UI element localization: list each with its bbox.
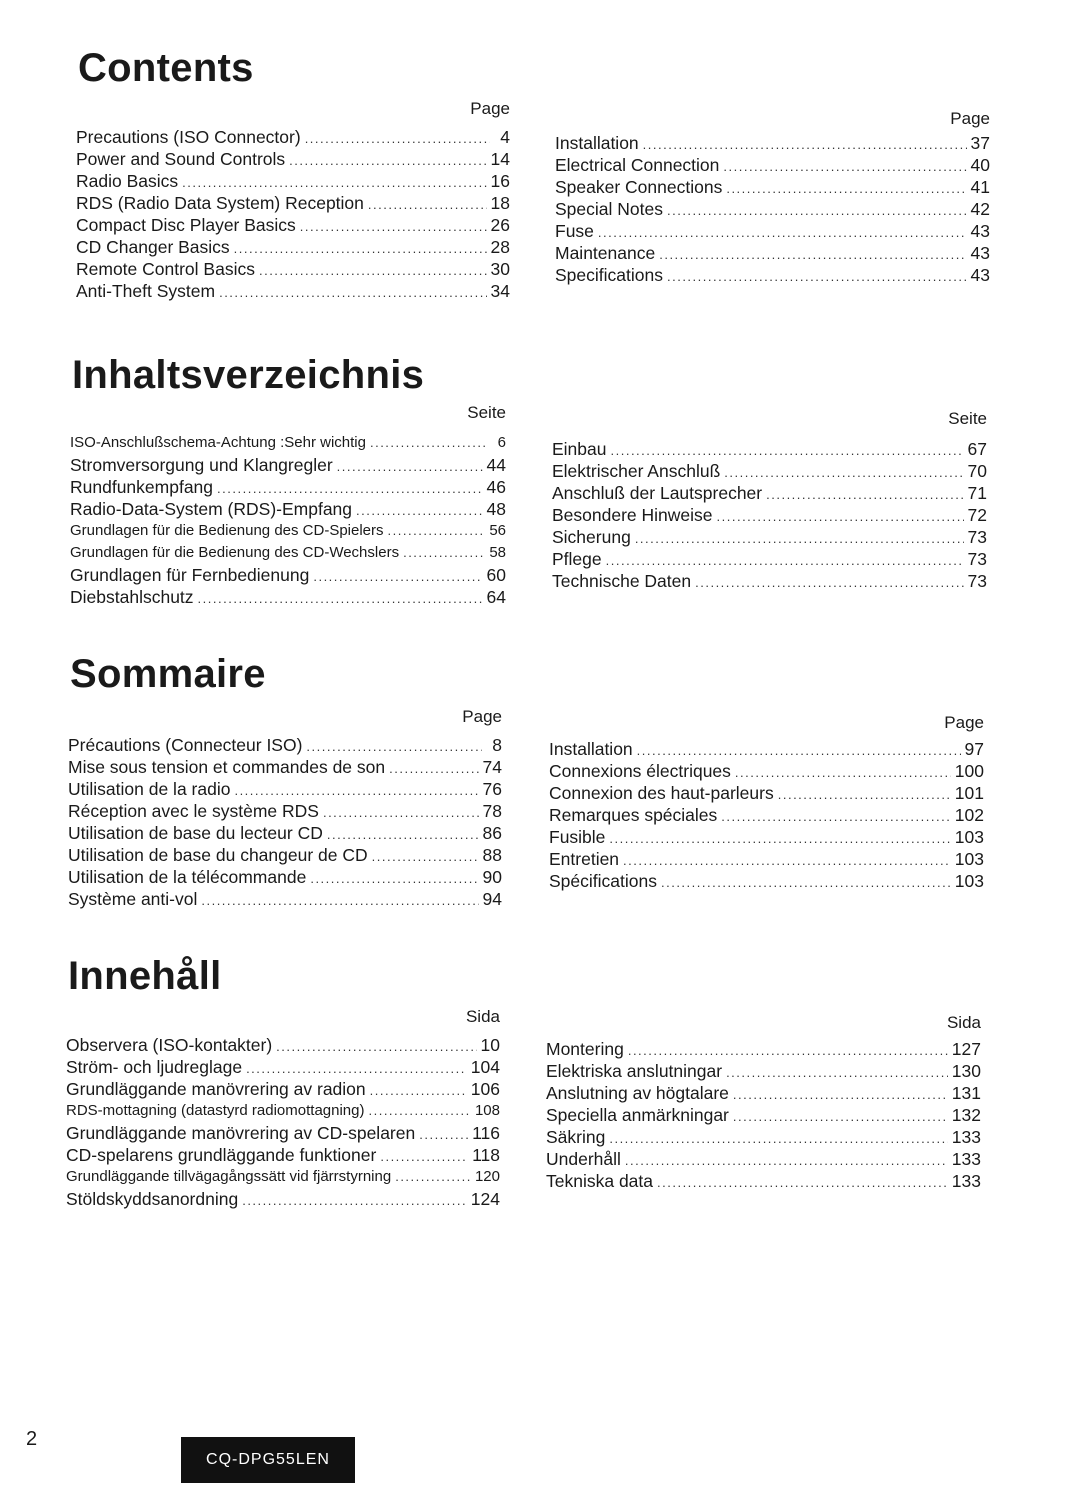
- dot-leader: [721, 806, 951, 828]
- dot-leader: [733, 1106, 948, 1128]
- dot-leader: [259, 260, 487, 282]
- toc-entry-title: Montering: [546, 1039, 624, 1059]
- toc-entry-title: Anschluß der Lautsprecher: [552, 483, 763, 503]
- toc-entry-title: Spécifications: [549, 871, 657, 891]
- toc-entry[interactable]: [552, 570, 987, 592]
- toc-entry[interactable]: [552, 460, 987, 482]
- toc-entry-page: 132: [951, 1105, 981, 1125]
- dot-leader: [305, 128, 490, 150]
- toc-entry-title: Maintenance: [555, 243, 656, 263]
- toc-entry[interactable]: [549, 804, 984, 826]
- dot-leader: [368, 194, 487, 216]
- toc-entry-title: Grundlagen für Fernbedienung: [70, 565, 310, 585]
- toc-entry-page: 103: [954, 871, 984, 891]
- toc-list: [546, 1038, 981, 1192]
- dot-leader: [370, 1080, 467, 1102]
- page-column-header: Sida: [946, 1013, 981, 1032]
- toc-entry-page: 73: [967, 549, 987, 569]
- dot-leader: [234, 238, 487, 260]
- toc-entry-page: 43: [970, 221, 990, 241]
- toc-entry[interactable]: [70, 520, 506, 542]
- toc-entry[interactable]: [555, 154, 990, 176]
- toc-column-left: [68, 708, 502, 918]
- dot-leader: [623, 850, 951, 872]
- toc-entry[interactable]: [68, 822, 502, 844]
- toc-entry-title: RDS-mottagning (datastyrd radiomottagning): [66, 1102, 365, 1119]
- toc-entry[interactable]: [66, 1144, 500, 1166]
- toc-list: [66, 1034, 500, 1210]
- dot-leader: [300, 216, 487, 238]
- toc-entry[interactable]: [70, 542, 506, 564]
- toc-entry[interactable]: [66, 1188, 500, 1210]
- toc-entry[interactable]: [549, 870, 984, 892]
- toc-entry-title: Precautions (ISO Connector): [76, 127, 301, 147]
- dot-leader: [323, 802, 479, 824]
- toc-entry[interactable]: [66, 1034, 500, 1056]
- toc-entry-title: Utilisation de la télécommande: [68, 867, 307, 887]
- dot-leader: [657, 1172, 948, 1194]
- dot-leader: [276, 1036, 476, 1058]
- dot-leader: [735, 762, 951, 784]
- dot-leader: [726, 178, 966, 200]
- page-column-header: Page: [462, 707, 502, 726]
- dot-leader: [395, 1166, 471, 1188]
- toc-entry-page: 104: [470, 1057, 500, 1077]
- toc-entry-page: 86: [482, 823, 502, 843]
- toc-entry-title: Radio-Data-System (RDS)-Empfang: [70, 499, 353, 519]
- dot-leader: [598, 222, 967, 244]
- dot-leader: [625, 1150, 948, 1172]
- toc-entry-page: 42: [970, 199, 990, 219]
- toc-list: [555, 132, 990, 286]
- toc-entry-title: Grundlagen für die Bedienung des CD-Wechslers: [70, 544, 400, 561]
- toc-entry-page: 4: [500, 127, 510, 147]
- dot-leader: [198, 588, 483, 610]
- toc-entry-title: Tekniska data: [546, 1171, 654, 1191]
- toc-entry-title: Installation: [555, 133, 639, 153]
- toc-entry-page: 43: [970, 243, 990, 263]
- toc-entry-title: Speciella anmärkningar: [546, 1105, 729, 1125]
- toc-entry-page: 10: [480, 1035, 500, 1055]
- toc-entry-page: 16: [490, 171, 510, 191]
- toc-entry-title: Remote Control Basics: [76, 259, 255, 279]
- toc-entry-title: CD Changer Basics: [76, 237, 230, 257]
- dot-leader: [327, 824, 479, 846]
- toc-entry-title: Mise sous tension et commandes de son: [68, 757, 386, 777]
- toc-entry[interactable]: [68, 844, 502, 866]
- dot-leader: [637, 740, 961, 762]
- toc-entry-page: 70: [967, 461, 987, 481]
- dot-leader: [717, 506, 964, 528]
- toc-entry-title: Remarques spéciales: [549, 805, 718, 825]
- toc-entry-title: Underhåll: [546, 1149, 621, 1169]
- toc-entry-page: 34: [490, 281, 510, 301]
- toc-entry-title: Special Notes: [555, 199, 663, 219]
- toc-entry-page: 58: [489, 544, 506, 561]
- dot-leader: [667, 266, 967, 288]
- dot-leader: [659, 244, 966, 266]
- model-badge: CQ-DPG55LEN: [181, 1437, 355, 1483]
- toc-entry-title: ISO-Anschlußschema-Achtung :Sehr wichtig: [70, 434, 366, 451]
- page-column-header: Seite: [467, 403, 506, 422]
- toc-entry[interactable]: [68, 756, 502, 778]
- toc-entry-title: CD-spelarens grundläggande funktioner: [66, 1145, 377, 1165]
- toc-entry-page: 28: [490, 237, 510, 257]
- toc-entry[interactable]: [546, 1038, 981, 1060]
- toc-entry[interactable]: [552, 548, 987, 570]
- dot-leader: [242, 1190, 467, 1212]
- toc-entry-title: Ström- och ljudreglage: [66, 1057, 243, 1077]
- toc-list: [549, 738, 984, 892]
- toc-entry-page: 72: [967, 505, 987, 525]
- toc-entry-page: 6: [497, 434, 506, 451]
- toc-entry-page: 116: [472, 1123, 500, 1143]
- dot-leader: [217, 478, 483, 500]
- toc-entry[interactable]: [70, 564, 506, 586]
- toc-entry-page: 106: [470, 1079, 500, 1099]
- dot-leader: [726, 1062, 948, 1084]
- toc-entry[interactable]: [68, 778, 502, 800]
- dot-leader: [695, 572, 963, 594]
- page-column-header: Sida: [465, 1007, 500, 1026]
- toc-entry-page: 88: [482, 845, 502, 865]
- toc-entry[interactable]: [68, 800, 502, 822]
- page-column-header: Page: [944, 713, 984, 732]
- dot-leader: [635, 528, 964, 550]
- toc-entry[interactable]: [76, 148, 510, 170]
- toc-entry-title: Observera (ISO-kontakter): [66, 1035, 273, 1055]
- toc-entry[interactable]: [66, 1100, 500, 1122]
- dot-leader: [372, 846, 479, 868]
- dot-leader: [380, 1146, 468, 1168]
- toc-entry[interactable]: [549, 826, 984, 848]
- dot-leader: [368, 1100, 470, 1122]
- toc-entry-title: Radio Basics: [76, 171, 179, 191]
- toc-entry-title: Utilisation de base du changeur de CD: [68, 845, 368, 865]
- toc-entry[interactable]: [76, 258, 510, 280]
- toc-entry-title: Fusible: [549, 827, 606, 847]
- toc-entry-title: Stromversorgung und Klangregler: [70, 455, 333, 475]
- section-title: Inhaltsverzeichnis: [72, 353, 425, 397]
- toc-entry-title: Specifications: [555, 265, 663, 285]
- toc-entry-page: 73: [967, 527, 987, 547]
- section-title: Innehåll: [68, 954, 222, 998]
- toc-entry-title: Grundläggande manövrering av radion: [66, 1079, 366, 1099]
- toc-entry-title: Speaker Connections: [555, 177, 723, 197]
- toc-entry-page: 48: [486, 499, 506, 519]
- dot-leader: [219, 282, 486, 304]
- toc-entry[interactable]: [70, 498, 506, 520]
- toc-entry-title: Utilisation de la radio: [68, 779, 231, 799]
- dot-leader: [289, 150, 486, 172]
- toc-entry-title: Précautions (Connecteur ISO): [68, 735, 303, 755]
- toc-entry-page: 41: [970, 177, 990, 197]
- toc-entry[interactable]: [546, 1148, 981, 1170]
- toc-entry-page: 133: [951, 1127, 981, 1147]
- toc-entry-title: Anslutning av högtalare: [546, 1083, 729, 1103]
- toc-entry-page: 120: [474, 1168, 500, 1185]
- toc-column-right: [546, 1014, 981, 1204]
- toc-entry-page: 101: [954, 783, 984, 803]
- dot-leader: [234, 780, 478, 802]
- dot-leader: [643, 134, 967, 156]
- dot-leader: [661, 872, 951, 894]
- toc-entry[interactable]: [66, 1056, 500, 1078]
- toc-entry-page: 127: [951, 1039, 981, 1059]
- dot-leader: [246, 1058, 467, 1080]
- dot-leader: [609, 828, 950, 850]
- toc-entry-page: 14: [490, 149, 510, 169]
- toc-entry-title: Compact Disc Player Basics: [76, 215, 296, 235]
- toc-entry-page: 94: [482, 889, 502, 909]
- toc-entry-title: Sicherung: [552, 527, 631, 547]
- toc-entry-title: Connexions électriques: [549, 761, 731, 781]
- page-column-header: Page: [950, 109, 990, 128]
- toc-column-left: [76, 100, 510, 310]
- toc-entry-page: 133: [951, 1171, 981, 1191]
- toc-entry-title: Stöldskyddsanordning: [66, 1189, 239, 1209]
- toc-column-left: [70, 404, 506, 614]
- toc-entry-page: 64: [486, 587, 506, 607]
- toc-entry-page: 90: [482, 867, 502, 887]
- page-number: 2: [26, 1428, 38, 1450]
- toc-entry-page: 26: [490, 215, 510, 235]
- dot-leader: [403, 542, 485, 564]
- toc-entry-page: 108: [474, 1102, 500, 1119]
- toc-entry-title: Grundläggande tillvägagångssätt vid fjärrstyrning: [66, 1168, 392, 1185]
- dot-leader: [310, 868, 478, 890]
- toc-entry-title: Fuse: [555, 221, 594, 241]
- toc-entry-page: 46: [486, 477, 506, 497]
- toc-column-left: [66, 1008, 500, 1218]
- toc-entry[interactable]: [546, 1170, 981, 1192]
- toc-list: [70, 432, 506, 608]
- toc-entry-page: 97: [964, 739, 984, 759]
- dot-leader: [766, 484, 963, 506]
- toc-entry-page: 130: [951, 1061, 981, 1081]
- toc-entry-title: Diebstahlschutz: [70, 587, 194, 607]
- toc-entry[interactable]: [68, 734, 502, 756]
- toc-entry-page: 56: [489, 522, 506, 539]
- toc-column-right: [552, 410, 987, 600]
- dot-leader: [724, 462, 963, 484]
- toc-entry-page: 73: [967, 571, 987, 591]
- toc-entry-title: Réception avec le système RDS: [68, 801, 319, 821]
- dot-leader: [628, 1040, 948, 1062]
- toc-entry-page: 124: [470, 1189, 500, 1209]
- section-title: Sommaire: [70, 652, 266, 696]
- dot-leader: [306, 736, 482, 758]
- toc-entry[interactable]: [555, 132, 990, 154]
- dot-leader: [778, 784, 951, 806]
- toc-entry[interactable]: [552, 438, 987, 460]
- toc-entry-title: Elektrischer Anschluß: [552, 461, 721, 481]
- dot-leader: [388, 520, 486, 542]
- toc-entry[interactable]: [546, 1104, 981, 1126]
- dot-leader: [337, 456, 483, 478]
- toc-entry[interactable]: [76, 214, 510, 236]
- toc-entry-page: 40: [970, 155, 990, 175]
- toc-entry[interactable]: [555, 220, 990, 242]
- toc-entry[interactable]: [68, 888, 502, 910]
- toc-entry[interactable]: [70, 432, 506, 454]
- dot-leader: [419, 1124, 468, 1146]
- toc-entry-page: 18: [490, 193, 510, 213]
- toc-entry-title: Electrical Connection: [555, 155, 720, 175]
- dot-leader: [667, 200, 967, 222]
- toc-entry-page: 67: [967, 439, 987, 459]
- toc-entry[interactable]: [76, 280, 510, 302]
- dot-leader: [356, 500, 483, 522]
- toc-entry[interactable]: [555, 242, 990, 264]
- toc-entry-title: Besondere Hinweise: [552, 505, 713, 525]
- toc-entry[interactable]: [76, 170, 510, 192]
- toc-list: [68, 734, 502, 910]
- toc-entry-page: 118: [472, 1145, 500, 1165]
- toc-entry[interactable]: [70, 454, 506, 476]
- toc-entry-page: 37: [970, 133, 990, 153]
- toc-entry-page: 103: [954, 849, 984, 869]
- page-column-header: Page: [470, 99, 510, 118]
- toc-entry-page: 103: [954, 827, 984, 847]
- dot-leader: [723, 156, 966, 178]
- toc-entry-page: 78: [482, 801, 502, 821]
- toc-entry-title: Säkring: [546, 1127, 606, 1147]
- toc-entry[interactable]: [555, 198, 990, 220]
- toc-entry-title: Power and Sound Controls: [76, 149, 286, 169]
- toc-entry[interactable]: [76, 236, 510, 258]
- toc-entry[interactable]: [546, 1126, 981, 1148]
- toc-entry[interactable]: [76, 192, 510, 214]
- toc-entry-title: Connexion des haut-parleurs: [549, 783, 774, 803]
- toc-entry-page: 102: [954, 805, 984, 825]
- toc-entry[interactable]: [549, 760, 984, 782]
- toc-entry-title: Grundlagen für die Bedienung des CD-Spielers: [70, 522, 384, 539]
- dot-leader: [606, 550, 964, 572]
- toc-column-right: [555, 110, 990, 300]
- dot-leader: [389, 758, 478, 780]
- toc-entry[interactable]: [549, 782, 984, 804]
- toc-entry-page: 43: [970, 265, 990, 285]
- toc-entry-title: Entretien: [549, 849, 620, 869]
- toc-entry-page: 76: [482, 779, 502, 799]
- toc-entry-title: Anti-Theft System: [76, 281, 216, 301]
- toc-entry[interactable]: [552, 526, 987, 548]
- toc-entry-page: 71: [967, 483, 987, 503]
- toc-entry-page: 131: [951, 1083, 981, 1103]
- toc-entry-title: Pflege: [552, 549, 602, 569]
- section-title: Contents: [78, 46, 254, 90]
- toc-entry[interactable]: [70, 586, 506, 608]
- toc-entry-page: 100: [954, 761, 984, 781]
- toc-entry-title: Installation: [549, 739, 633, 759]
- dot-leader: [611, 440, 964, 462]
- toc-entry-page: 30: [490, 259, 510, 279]
- toc-entry-title: Grundläggande manövrering av CD-spelaren: [66, 1123, 416, 1143]
- dot-leader: [182, 172, 486, 194]
- toc-entry[interactable]: [66, 1078, 500, 1100]
- toc-entry-title: Utilisation de base du lecteur CD: [68, 823, 323, 843]
- dot-leader: [733, 1084, 948, 1106]
- toc-entry[interactable]: [549, 738, 984, 760]
- toc-entry-title: Technische Daten: [552, 571, 692, 591]
- toc-entry-page: 133: [951, 1149, 981, 1169]
- toc-column-right: [549, 714, 984, 904]
- toc-entry[interactable]: [546, 1060, 981, 1082]
- toc-entry[interactable]: [76, 126, 510, 148]
- toc-list: [76, 126, 510, 302]
- toc-entry-title: Elektriska anslutningar: [546, 1061, 723, 1081]
- page-column-header: Seite: [948, 409, 987, 428]
- toc-entry[interactable]: [549, 848, 984, 870]
- toc-entry[interactable]: [66, 1166, 500, 1188]
- dot-leader: [313, 566, 482, 588]
- dot-leader: [370, 432, 486, 454]
- toc-entry-page: 8: [492, 735, 502, 755]
- toc-entry-page: 60: [486, 565, 506, 585]
- toc-entry-title: Rundfunkempfang: [70, 477, 214, 497]
- toc-entry[interactable]: [552, 482, 987, 504]
- toc-entry[interactable]: [70, 476, 506, 498]
- toc-entry[interactable]: [546, 1082, 981, 1104]
- toc-entry[interactable]: [555, 264, 990, 286]
- toc-entry[interactable]: [555, 176, 990, 198]
- toc-entry[interactable]: [552, 504, 987, 526]
- dot-leader: [609, 1128, 947, 1150]
- toc-entry-title: Einbau: [552, 439, 607, 459]
- toc-entry[interactable]: [68, 866, 502, 888]
- dot-leader: [201, 890, 478, 912]
- toc-entry-title: Système anti-vol: [68, 889, 198, 909]
- toc-entry-page: 44: [486, 455, 506, 475]
- toc-list: [552, 438, 987, 592]
- toc-entry[interactable]: [66, 1122, 500, 1144]
- toc-entry-page: 74: [482, 757, 502, 777]
- toc-entry-title: RDS (Radio Data System) Reception: [76, 193, 364, 213]
